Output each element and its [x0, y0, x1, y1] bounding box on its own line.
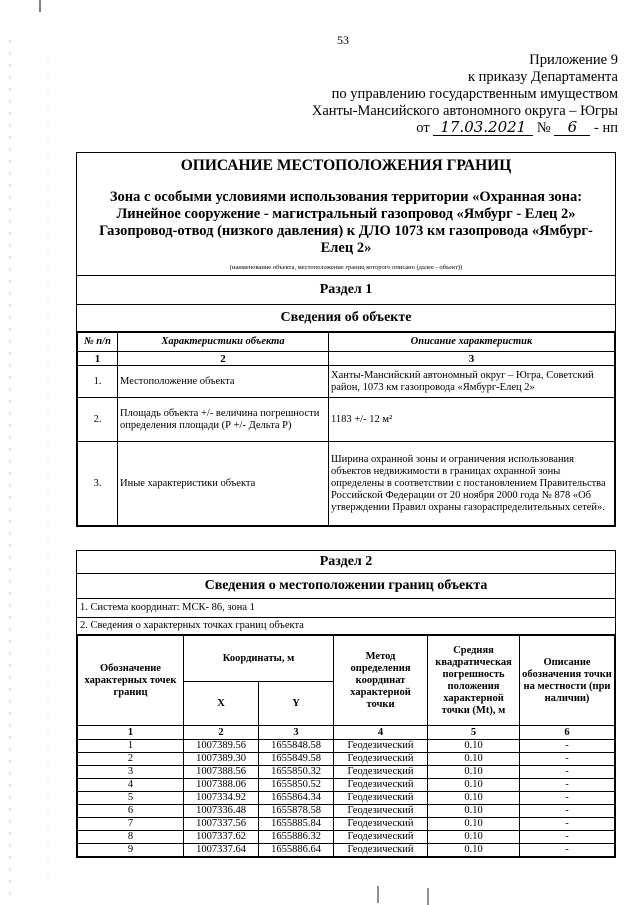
cell-x: 1007337.62 [184, 831, 259, 844]
cell-pt: 7 [78, 818, 184, 831]
colnum-2: 2 [184, 726, 259, 740]
cell-method: Геодезический [334, 792, 428, 805]
cell-mt: 0.10 [428, 831, 520, 844]
header-y: Y [259, 682, 334, 726]
header-method: Метод определения координат характерной точки [334, 636, 428, 726]
cell-y: 1655886.32 [259, 831, 334, 844]
row-value: 1183 +/- 12 м² [329, 398, 615, 442]
cell-mt: 0.10 [428, 805, 520, 818]
header-description: Описание характеристик [329, 333, 615, 352]
cell-x: 1007337.56 [184, 818, 259, 831]
row-name: Местоположение объекта [118, 366, 329, 398]
cell-x: 1007388.56 [184, 766, 259, 779]
row-num: 3. [78, 442, 118, 526]
cell-pt: 2 [78, 753, 184, 766]
cell-x: 1007337.64 [184, 844, 259, 857]
cell-pt: 9 [78, 844, 184, 857]
table-row [78, 844, 615, 857]
number-prefix: № [536, 120, 551, 136]
colnum-4: 4 [334, 726, 428, 740]
cell-y: 1655850.32 [259, 766, 334, 779]
cell-y: 1655848.58 [259, 740, 334, 753]
header-error: Средняя квадратическая погрешность положения характерной точки (Mt), м [428, 636, 520, 726]
cell-x: 1007389.30 [184, 753, 259, 766]
object-info-table [77, 332, 615, 526]
cell-y: 1655849.58 [259, 753, 334, 766]
row-num: 2. [78, 398, 118, 442]
date-prefix: от [416, 120, 430, 136]
scan-edge-marks [0, 0, 70, 905]
row-name: Иные характеристики объекта [118, 442, 329, 526]
points-heading: 2. Сведения о характерных точках границ объекта [77, 618, 615, 635]
boundary-points-table [77, 635, 615, 857]
table-row [78, 398, 615, 442]
zone-name: Зона с особыми условиями использования территории «Охранная зона: Линейное сооружение - магистральный газопровод «Ямбург - Елец 2» Газопровод-отвод (низкого давления) к ДЛО 1073 км газопровода «Ямбург-Елец 2» [99, 189, 593, 256]
cell-pt: 4 [78, 779, 184, 792]
table-row [78, 442, 615, 526]
cell-x: 1007389.56 [184, 740, 259, 753]
cell-method: Геодезический [334, 779, 428, 792]
colnum-1: 1 [78, 726, 184, 740]
cell-method: Геодезический [334, 753, 428, 766]
header-x: X [184, 682, 259, 726]
cell-mt: 0.10 [428, 818, 520, 831]
cell-x: 1007388.06 [184, 779, 259, 792]
header-designation: Обозначение характерных точек границ [78, 636, 184, 726]
cell-desc: - [520, 779, 615, 792]
header-num: № п/п [78, 333, 118, 352]
section1-label: Раздел 1 [77, 276, 615, 305]
table-row [78, 366, 615, 398]
section2-label: Раздел 2 [77, 551, 615, 574]
cell-y: 1655886.64 [259, 844, 334, 857]
cell-mt: 0.10 [428, 844, 520, 857]
section2-box [76, 550, 616, 858]
cell-desc: - [520, 766, 615, 779]
cell-mt: 0.10 [428, 779, 520, 792]
row-name: Площадь объекта +/- величина погрешности определения площади (Р +/- Дельта Р) [118, 398, 329, 442]
colnum-3: 3 [329, 352, 615, 366]
table-row [78, 805, 615, 818]
colnum-6: 6 [520, 726, 615, 740]
table-colnum-row [78, 726, 615, 740]
scan-bottom-marks [370, 884, 440, 905]
table-colnum-row [78, 352, 615, 366]
date-value: 17.03.2021 [433, 120, 533, 136]
cell-desc: - [520, 818, 615, 831]
cell-desc: - [520, 831, 615, 844]
table-row [78, 779, 615, 792]
section1-title: Сведения об объекте [77, 305, 615, 332]
cell-y: 1655864.34 [259, 792, 334, 805]
table-header-row [78, 333, 615, 352]
cell-x: 1007336.48 [184, 805, 259, 818]
cell-method: Геодезический [334, 766, 428, 779]
cell-y: 1655850.52 [259, 779, 334, 792]
appendix-line2: к приказу Департамента [467, 69, 618, 85]
cell-desc: - [520, 740, 615, 753]
cell-mt: 0.10 [428, 766, 520, 779]
header-coordinates: Координаты, м [184, 636, 334, 682]
cell-pt: 3 [78, 766, 184, 779]
appendix-line3: по управлению государственным имуществом [331, 86, 618, 102]
row-value: Ширина охранной зоны и ограничения использования объектов недвижимости в границах охранной зоны определены в соответствии с постановлением Правительства Российской Федерации от 20 ноября 2000 года № 878 «Об утверждении Правил охраны газораспределительных сетей». [329, 442, 615, 526]
table-row [78, 831, 615, 844]
colnum-1: 1 [78, 352, 118, 366]
cell-pt: 1 [78, 740, 184, 753]
appendix-line1: Приложение 9 [529, 52, 618, 68]
cell-y: 1655878.58 [259, 805, 334, 818]
section1-box [76, 152, 616, 527]
cell-pt: 8 [78, 831, 184, 844]
cell-method: Геодезический [334, 818, 428, 831]
colnum-5: 5 [428, 726, 520, 740]
document-title: ОПИСАНИЕ МЕСТОПОЛОЖЕНИЯ ГРАНИЦ [180, 157, 512, 174]
row-num: 1. [78, 366, 118, 398]
section2-title: Сведения о местоположении границ объекта [77, 574, 615, 599]
cell-pt: 6 [78, 805, 184, 818]
table-row [78, 818, 615, 831]
cell-desc: - [520, 805, 615, 818]
cell-method: Геодезический [334, 844, 428, 857]
cell-desc: - [520, 844, 615, 857]
table-header-row [78, 636, 615, 682]
cell-pt: 5 [78, 792, 184, 805]
colnum-2: 2 [118, 352, 329, 366]
cell-mt: 0.10 [428, 792, 520, 805]
table-row [78, 740, 615, 753]
cell-method: Геодезический [334, 831, 428, 844]
number-value: 6 [554, 120, 590, 136]
cell-mt: 0.10 [428, 753, 520, 766]
appendix-line4: Ханты-Мансийского автономного округа – Югры [311, 103, 618, 119]
table-row [78, 792, 615, 805]
number-suffix: - нп [594, 120, 618, 136]
cell-x: 1007334.92 [184, 792, 259, 805]
coordinate-system: 1. Система координат: МСК- 86, зона 1 [77, 599, 615, 618]
page-number: 53 [337, 33, 349, 47]
points-body [78, 740, 615, 857]
cell-desc: - [520, 753, 615, 766]
appendix-date-line [416, 120, 618, 137]
cell-desc: - [520, 792, 615, 805]
cell-mt: 0.10 [428, 740, 520, 753]
cell-y: 1655885.84 [259, 818, 334, 831]
table-row [78, 753, 615, 766]
table-row [78, 766, 615, 779]
cell-method: Геодезический [334, 740, 428, 753]
zone-note: (наименование объекта, местоположение границ которого описано (далее - объект)) [77, 261, 615, 276]
cell-method: Геодезический [334, 805, 428, 818]
row-value: Ханты-Мансийский автономный округ – Югра, Советский район, 1073 км газопровода «Ямбург-Елец 2» [329, 366, 615, 398]
header-description: Описание обозначения точки на местности (при наличии) [520, 636, 615, 726]
header-characteristic: Характеристики объекта [118, 333, 329, 352]
colnum-3: 3 [259, 726, 334, 740]
